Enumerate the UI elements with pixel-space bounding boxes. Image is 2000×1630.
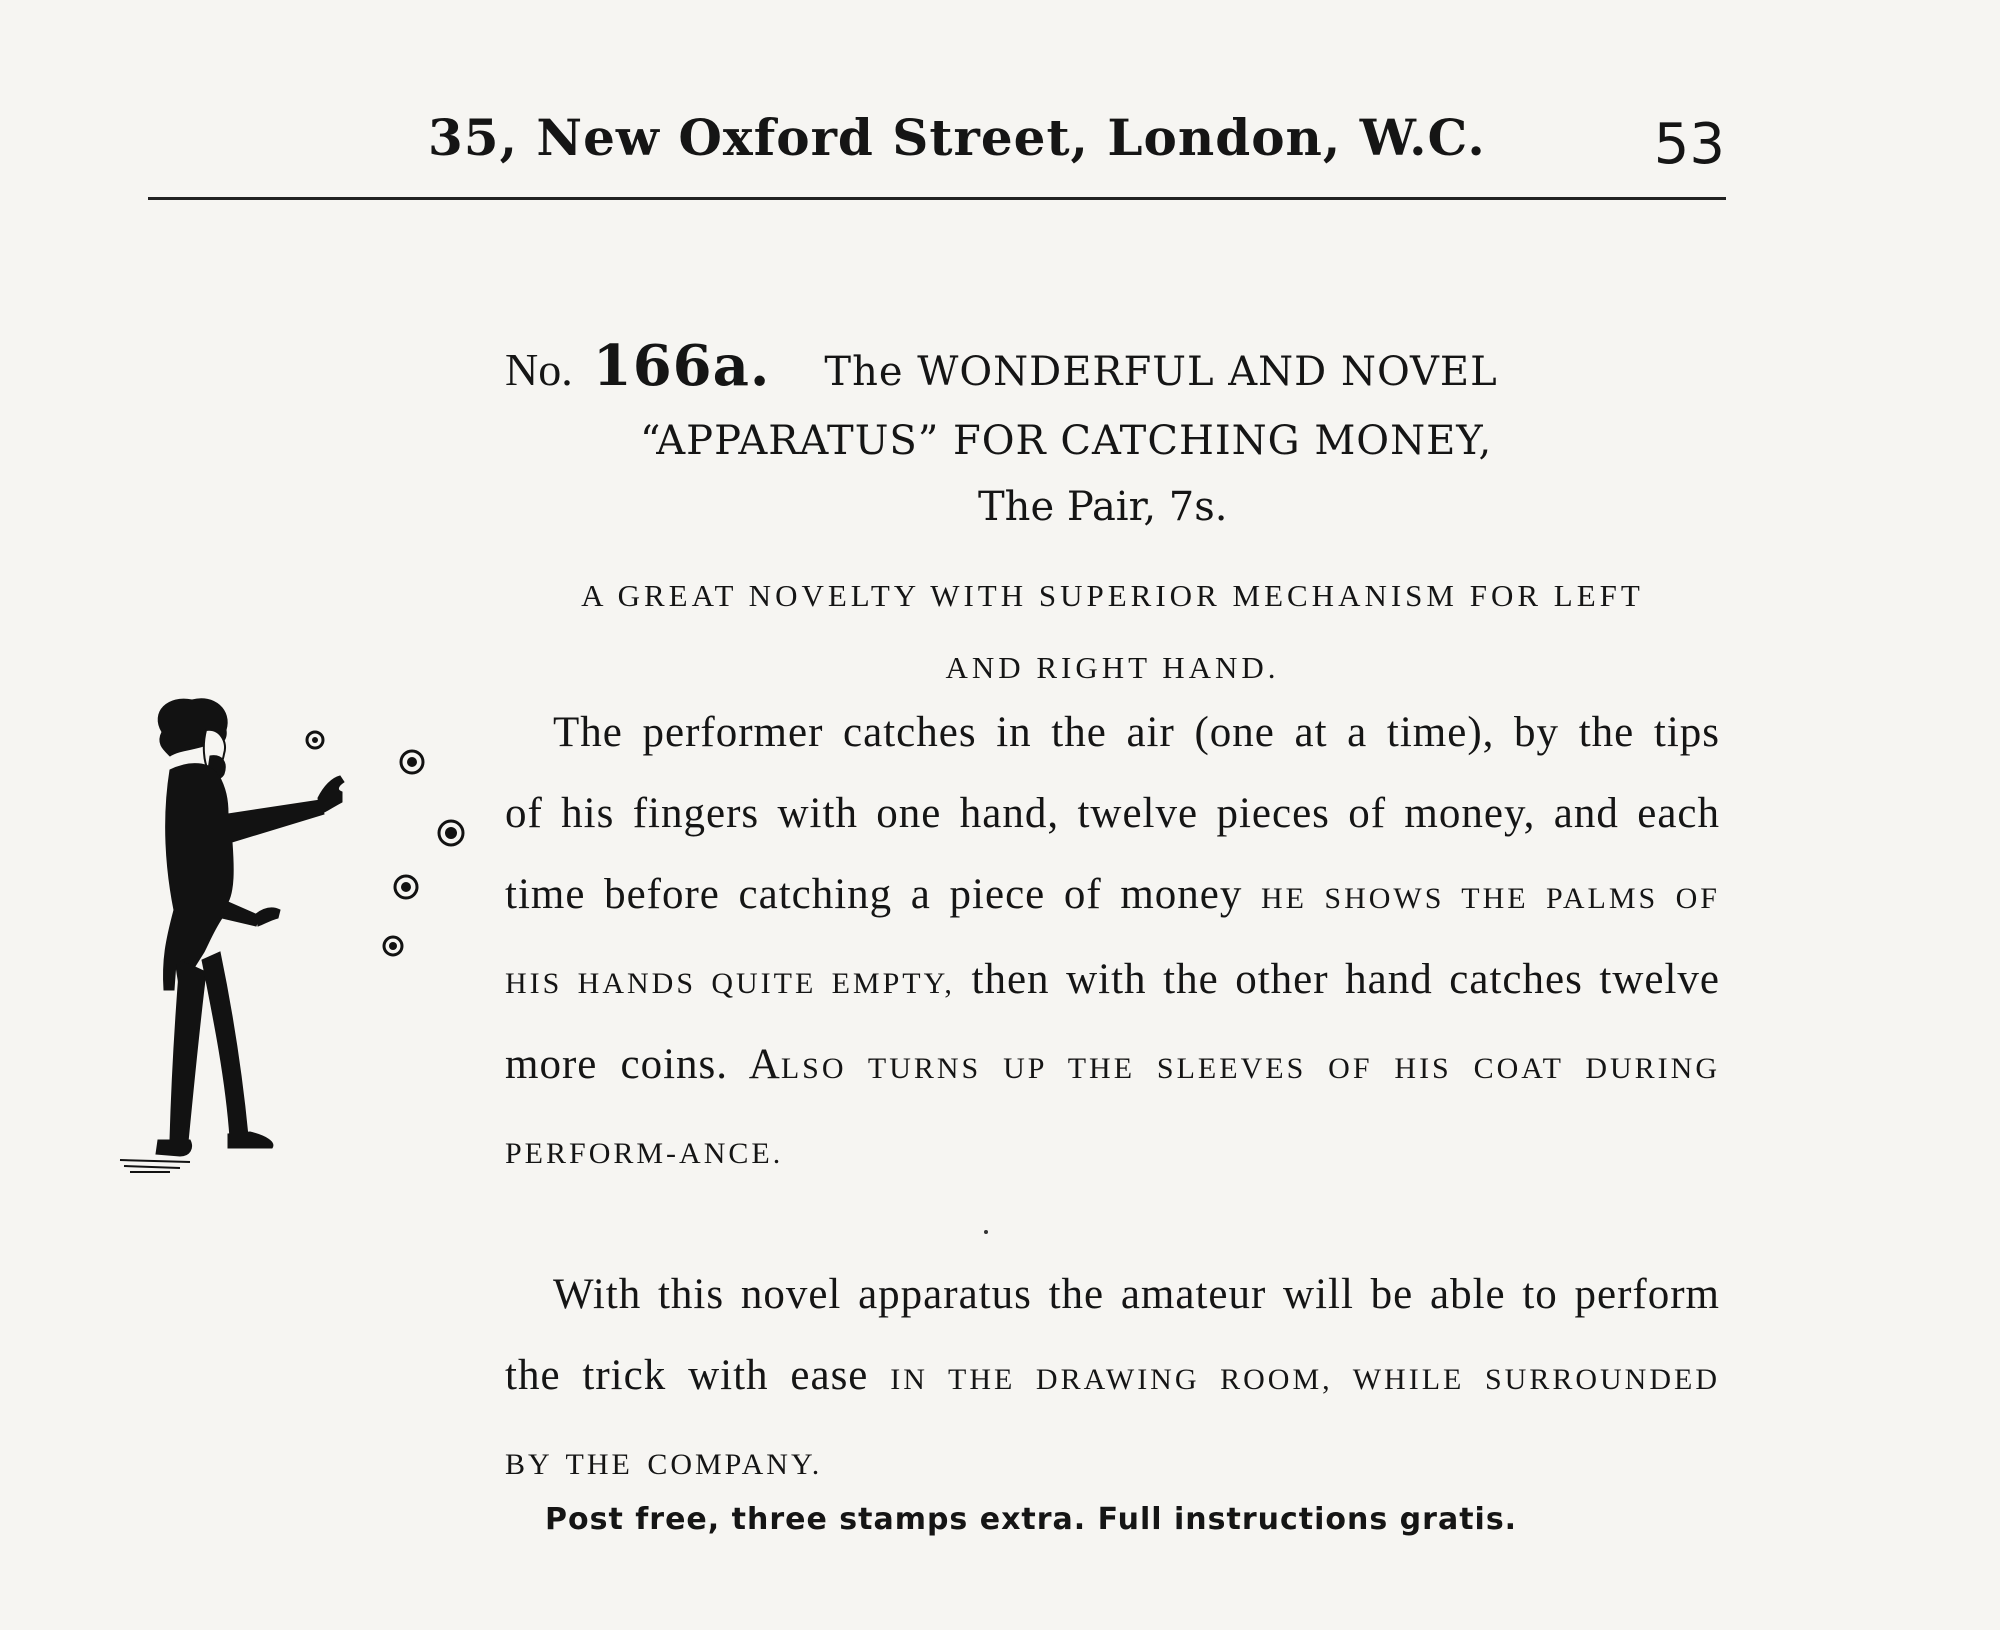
figure-lower-hand: [256, 908, 280, 926]
figure-right-leg: [202, 952, 248, 1138]
subtitle-line-2: AND RIGHT HAND.: [945, 650, 1280, 685]
item-subtitle: [505, 560, 1720, 704]
title-line-2: “APPARATUS” FOR CATCHING MONEY,: [640, 418, 1493, 464]
figure-raised-hand: [318, 776, 344, 814]
print-speck: [984, 1230, 988, 1234]
description-paragraph-2: [505, 1254, 1720, 1505]
p1-also-initial: A: [748, 1041, 781, 1088]
p1-caps-b: LSO TURNS UP THE SLEEVES OF HIS COAT DURING PERFORM-ANCE.: [505, 1052, 1720, 1170]
magician-catching-coins-illustration: [110, 690, 490, 1210]
figure-ground: [120, 1160, 190, 1172]
item-number: 166a.: [592, 333, 771, 399]
p2-text-a: With this novel apparatus the amateur will be able to perform the trick with ease: [505, 1271, 1720, 1399]
item-number-prefix: No.: [505, 344, 573, 395]
header-rule: [148, 197, 1726, 200]
footer-note: Post free, three stamps extra. Full instructions gratis.: [545, 1502, 1518, 1537]
page-header: [150, 108, 1725, 198]
figure-left-leg: [170, 960, 206, 1142]
subtitle-line-1: A GREAT NOVELTY WITH SUPERIOR MECHANISM FOR LEFT: [581, 578, 1644, 613]
p1-caps-a: HE SHOWS THE PALMS OF HIS HANDS QUITE EMPTY,: [505, 882, 1720, 1000]
page-number: 53: [1653, 112, 1725, 177]
header-address: 35, New Oxford Street, London, W.C.: [428, 108, 1486, 167]
p1-text-b: then with the other hand catches twelve more coins.: [505, 956, 1721, 1088]
description-paragraph-1: [505, 692, 1720, 1194]
figure-left-shoe: [156, 1140, 192, 1156]
title-text-1: The WONDERFUL AND NOVEL: [824, 349, 1498, 395]
p1-text-a: The performer catches in the air (one at a time), by the tips of his fingers with one hand, twelve pieces of money, and each time before catching a piece of money: [505, 709, 1720, 918]
title-line-1: [505, 330, 1725, 408]
item-price: The Pair, 7s.: [978, 484, 1228, 530]
item-title: [505, 330, 1725, 530]
p2-caps: IN THE DRAWING ROOM, WHILE SURROUNDED BY THE COMPANY.: [505, 1363, 1720, 1481]
figure-right-shoe: [228, 1132, 273, 1148]
figure-coat: [166, 764, 324, 990]
